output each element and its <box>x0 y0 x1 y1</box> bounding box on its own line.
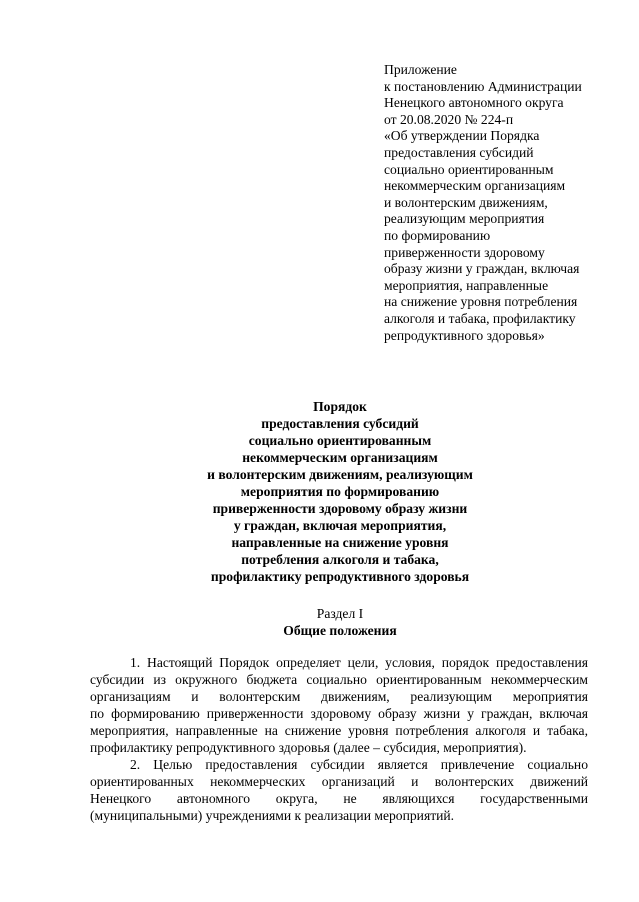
paragraph-line: организациям и волонтерским движениям, реализующим мероприятия <box>90 689 588 704</box>
paragraph-2 <box>90 756 588 824</box>
title-line: мероприятия по формированию <box>240 484 440 500</box>
appendix-line: некоммерческим организациям <box>384 178 566 194</box>
paragraph-line: Ненецкого автономного округа, не являющихся государственными <box>90 791 588 806</box>
section-number: Раздел I <box>316 606 364 621</box>
title-line: направленные на снижение уровня <box>231 535 449 551</box>
paragraph-line: (муниципальными) учреждениями к реализации мероприятий. <box>90 808 455 823</box>
paragraph-line: 1. Настоящий Порядок определяет цели, условия, порядок предоставления <box>130 655 588 670</box>
title-line: потребления алкоголя и табака, <box>241 552 439 568</box>
appendix-line: к постановлению Администрации <box>384 78 582 94</box>
paragraph-line: ориентированных некоммерческих организаций и волонтерских движений <box>90 774 588 789</box>
paragraph-line: субсидии из окружного бюджета социально ориентированным некоммерческим <box>90 672 588 687</box>
appendix-line: по формированию <box>384 227 491 243</box>
document-title <box>150 398 530 586</box>
appendix-line: мероприятия, направленные <box>384 277 549 293</box>
appendix-line: и волонтерским движениям, <box>384 194 548 210</box>
paragraph-line: мероприятия, направленные на снижение уровня потребления алкоголя и табака, <box>90 723 588 738</box>
appendix-line: Ненецкого автономного округа <box>384 95 564 111</box>
paragraph-1 <box>90 654 588 756</box>
title-line: Порядок <box>313 399 367 414</box>
section-heading <box>150 605 530 639</box>
title-line: приверженности здоровому образу жизни <box>212 501 468 517</box>
appendix-line: от 20.08.2020 № 224-п <box>384 111 514 127</box>
appendix-line: социально ориентированным <box>384 161 554 177</box>
appendix-line: образу жизни у граждан, включая <box>384 261 580 277</box>
title-line: и волонтерским движениям, реализующим <box>207 467 473 483</box>
appendix-line: реализующим мероприятия <box>384 211 545 227</box>
appendix-line: Приложение <box>384 62 457 77</box>
title-line: некоммерческим организациям <box>242 450 438 466</box>
appendix-line: алкоголя и табака, профилактику <box>384 310 576 326</box>
paragraph-line: 2. Целью предоставления субсидии является привлечение социально <box>130 757 588 772</box>
title-line: профилактику репродуктивного здоровья <box>210 569 470 585</box>
section-title: Общие положения <box>283 623 397 638</box>
title-line: у граждан, включая мероприятия, <box>233 518 447 534</box>
appendix-line: приверженности здоровому <box>384 244 545 260</box>
appendix-line: репродуктивного здоровья» <box>384 327 545 343</box>
appendix-line: предоставления субсидий <box>384 144 534 160</box>
paragraph-line: по формированию приверженности здоровому образу жизни у граждан, включая <box>90 706 588 721</box>
title-line: социально ориентированным <box>248 433 432 449</box>
appendix-line: на снижение уровня потребления <box>384 294 578 310</box>
appendix-header <box>384 62 624 344</box>
appendix-line: «Об утверждении Порядка <box>384 128 540 144</box>
body-text <box>90 654 588 824</box>
paragraph-line: профилактику репродуктивного здоровья (далее – субсидия, мероприятия). <box>90 740 527 755</box>
title-line: предоставления субсидий <box>261 416 419 432</box>
